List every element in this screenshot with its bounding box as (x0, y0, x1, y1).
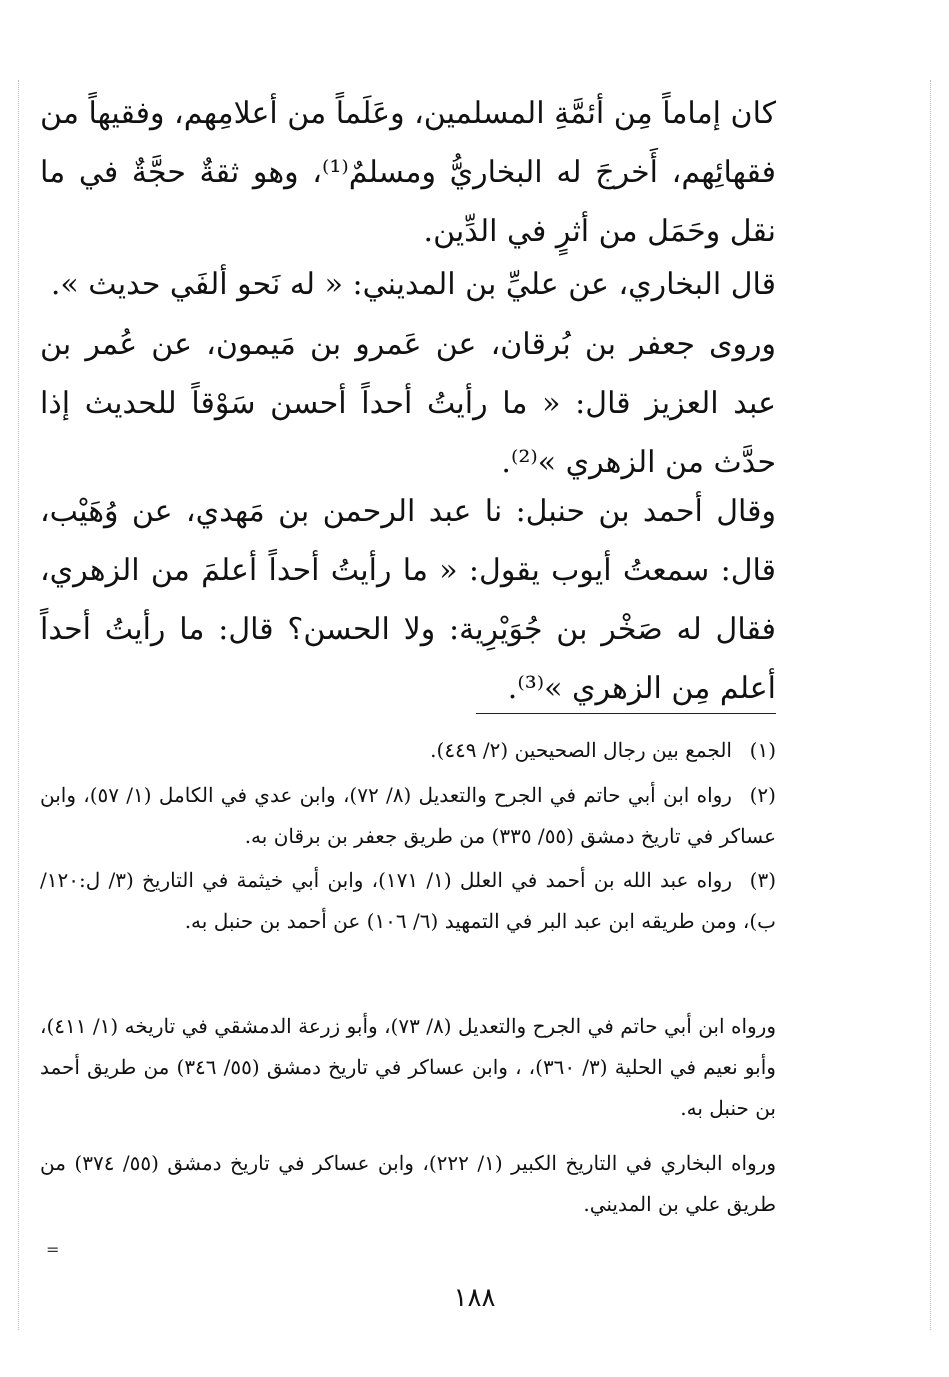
scan-edge-right (930, 80, 933, 1330)
page-number: ١٨٨ (453, 1283, 496, 1313)
footnote-divider (476, 713, 776, 714)
footnote-number: (٣) (749, 868, 776, 892)
body-paragraph-1: كان إماماً مِن أئمَّةِ المسلمين، وعَلَماً من أعلامِهم، وفقيهاً من فقهائِهم، أَخرجَ له البخاريُّ ومسلمٌ⁽¹⁾، وهو ثقةٌ حجَّةٌ في ما نقل وحَمَل من أثرٍ في الدِّين. (40, 96, 776, 249)
footnote-continuation-2: ورواه البخاري في التاريخ الكبير (١/ ٢٢٢)، وابن عساكر في تاريخ دمشق (٥٥/ ٣٧٤) من طريق علي بن المديني. (40, 1151, 776, 1216)
footnote-1 (40, 730, 776, 771)
footnote-text: رواه ابن أبي حاتم في الجرح والتعديل (٨/ ٧٢)، وابن عدي في الكامل (١/ ٥٧)، وابن عساكر في تاريخ دمشق (٥٥/ ٣٣٥) من طريق جعفر بن برقان به. (40, 783, 776, 848)
footnote-number: (٢) (749, 783, 776, 807)
footnote-continuation-1: ورواه ابن أبي حاتم في الجرح والتعديل (٨/ ٧٣)، وأبو زرعة الدمشقي في تاريخه (١/ ٤١١)، وأبو نعيم في الحلية (٣/ ٣٦٠)، ، وابن عساكر في تاريخ دمشق (٥٥/ ٣٤٦) من طريق أحمد بن حنبل به. (40, 1014, 776, 1120)
footnote-3 (40, 860, 776, 942)
footnote-text: رواه عبد الله بن أحمد في العلل (١/ ١٧١)، وابن أبي خيثمة في التاريخ (٣/ ل:١٢٠/ ب)، ومن طريقه ابن عبد البر في التمهيد (٦/ ١٠٦) عن أحمد بن حنبل به. (40, 868, 776, 933)
footnote-text: الجمع بين رجال الصحيحين (٢/ ٤٤٩). (430, 738, 732, 762)
body-paragraph-2: قال البخاري، عن عليِّ بن المديني: « له نَحو ألفَي حديث ». (50, 267, 776, 302)
page-content (40, 0, 776, 1377)
footnote-number: (١) (749, 738, 776, 762)
scan-edge-left (18, 80, 21, 1330)
footnote-2 (40, 775, 776, 857)
continuation-mark: = (46, 1240, 60, 1259)
body-paragraph-3: وروى جعفر بن بُرقان، عن عَمرو بن مَيمون، عن عُمر بن عبد العزيز قال: « ما رأيتُ أحداً أحسن سَوْقاً للحديث إذا حدَّث من الزهري »⁽²⁾. (40, 327, 776, 480)
body-paragraph-4: وقال أحمد بن حنبل: نا عبد الرحمن بن مَهدي، عن وُهَيْب، قال: سمعتُ أيوب يقول: « ما رأيتُ أحداً أعلمَ من الزهري، فقال له صَخْر بن جُوَيْرِية: ولا الحسن؟ قال: ما رأيتُ أحداً أعلم مِن الزهري »⁽³⁾. (40, 494, 776, 706)
